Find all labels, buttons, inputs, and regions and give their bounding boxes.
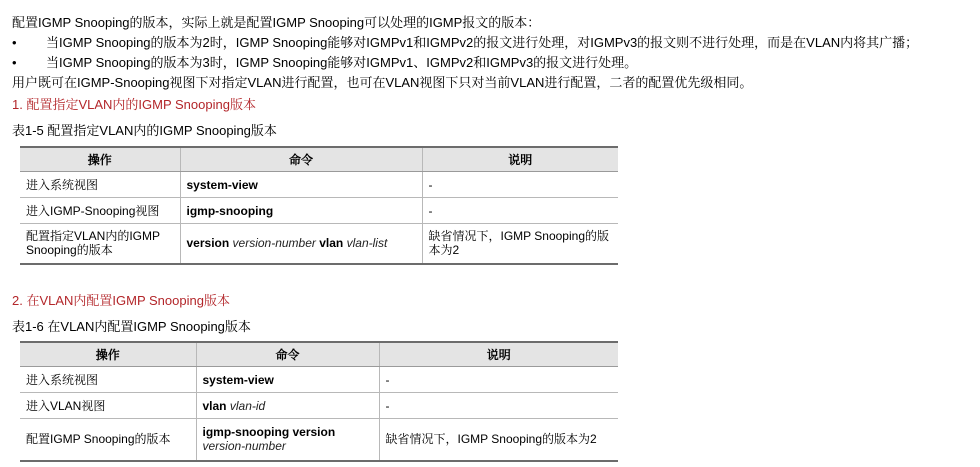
bullet-text: 当IGMP Snooping的版本为3时，IGMP Snooping能够对IGMPv1、IGMPv2和IGMPv3的报文进行处理。 [46, 55, 638, 70]
header-description: 说明 [422, 147, 618, 172]
command-argument: version-number [232, 236, 316, 251]
command-keyword: vlan [319, 236, 344, 251]
header-operation: 操作 [20, 147, 180, 172]
table-row [20, 198, 618, 224]
command-keyword: system-view [202, 372, 274, 387]
table-row [20, 367, 618, 393]
command-keyword: version [186, 236, 230, 251]
bullet-text: 当IGMP Snooping的版本为2时，IGMP Snooping能够对IGMPv1和IGMPv2的报文进行处理，对IGMPv3的报文则不进行处理，而是在VLAN内将其广播； [46, 35, 919, 50]
header-operation: 操作 [20, 342, 196, 367]
cell-operation: 配置IGMP Snooping的版本 [20, 419, 196, 461]
cell-description: - [379, 367, 618, 393]
command-keyword: igmp-snooping version [202, 425, 336, 440]
command-keyword: vlan [202, 398, 227, 413]
command-argument: version-number [202, 439, 286, 454]
cell-description: - [422, 198, 618, 224]
header-command: 命令 [180, 147, 422, 172]
cell-command [196, 367, 379, 393]
cell-operation: 进入系统视图 [20, 367, 196, 393]
cell-command [180, 172, 422, 198]
cell-operation: 进入IGMP-Snooping视图 [20, 198, 180, 224]
intro-text: 配置IGMP Snooping的版本，实际上就是配置IGMP Snooping可以处理的IGMP报文的版本： [12, 15, 541, 30]
section-heading-1: 1. 配置指定VLAN内的IGMP Snooping版本 [12, 97, 256, 112]
command-table-2 [20, 341, 618, 462]
cell-command [180, 198, 422, 224]
cell-command [196, 393, 379, 419]
cell-description: - [379, 393, 618, 419]
table-row [20, 393, 618, 419]
cell-operation: 配置指定VLAN内的IGMP Snooping的版本 [20, 224, 180, 264]
bullet-item-2 [12, 54, 637, 72]
bullet-dot: • [12, 35, 17, 50]
table-row [20, 172, 618, 198]
header-command: 命令 [196, 342, 379, 367]
cell-command [180, 224, 422, 264]
cell-operation: 进入系统视图 [20, 172, 180, 198]
table-caption-2: 表1-6 在VLAN内配置IGMP Snooping版本 [12, 319, 251, 334]
note-text: 用户既可在IGMP-Snooping视图下对指定VLAN进行配置，也可在VLAN视图下只对当前VLAN进行配置，二者的配置优先级相同。 [12, 75, 753, 90]
table-row [20, 224, 618, 264]
command-table-1 [20, 146, 618, 265]
table-header-row [20, 342, 618, 367]
section-heading-2: 2. 在VLAN内配置IGMP Snooping版本 [12, 293, 230, 308]
cell-description: 缺省情况下，IGMP Snooping的版本为2 [422, 224, 618, 264]
command-argument: vlan-id [229, 398, 266, 413]
cell-description: - [422, 172, 618, 198]
bullet-dot: • [12, 55, 17, 70]
header-description: 说明 [379, 342, 618, 367]
command-argument: vlan-list [346, 236, 388, 251]
cell-description: 缺省情况下，IGMP Snooping的版本为2 [379, 419, 618, 461]
command-keyword: igmp-snooping [186, 203, 274, 218]
table-header-row [20, 147, 618, 172]
table-row [20, 419, 618, 461]
cell-command [196, 419, 379, 461]
bullet-item-1 [12, 34, 918, 52]
cell-operation: 进入VLAN视图 [20, 393, 196, 419]
command-keyword: system-view [186, 177, 258, 192]
table-caption-1: 表1-5 配置指定VLAN内的IGMP Snooping版本 [12, 123, 277, 138]
